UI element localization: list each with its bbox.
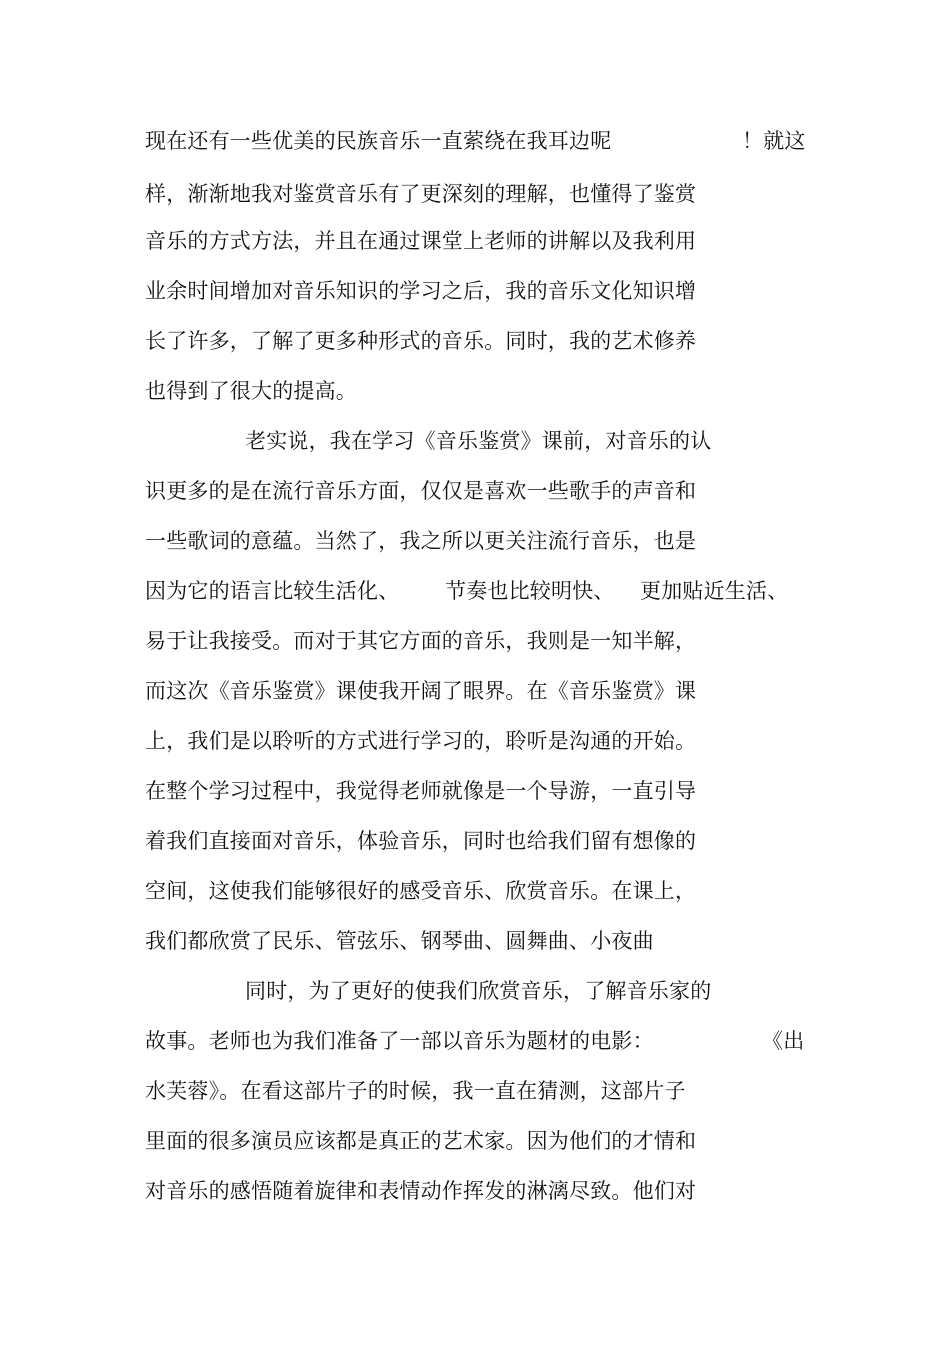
text-line: 一些歌词的意蕴。当然了，我之所以更关注流行音乐，也是 [145,529,697,553]
text-line: 易于让我接受。而对于其它方面的音乐，我则是一知半解， [145,629,697,653]
text-line: 业余时间增加对音乐知识的学习之后，我的音乐文化知识增 [145,279,697,303]
text-line: 音乐的方式方法，并且在通过课堂上老师的讲解以及我利用 [145,229,697,253]
text-segment: 节奏也比较明快、 [445,579,615,603]
text-segment: 现在还有一些优美的民族音乐一直萦绕在我耳边呢 [145,129,612,153]
text-line: 也得到了很大的提高。 [145,379,357,403]
text-line: 水芙蓉》。在看这部片子的时候，我一直在猜测，这部片子 [145,1079,686,1103]
paragraph-first-line: 同时，为了更好的使我们欣赏音乐，了解音乐家的 [245,979,712,1003]
paragraph-first-line: 老实说，我在学习《音乐鉴赏》课前，对音乐的认 [245,429,712,453]
text-segment: 因为它的语言比较生活化、 [145,579,400,603]
text-line: 里面的很多演员应该都是真正的艺术家。因为他们的才情和 [145,1129,697,1153]
text-line: 长了许多，了解了更多种形式的音乐。同时，我的艺术修养 [145,329,697,353]
text-segment: 更加贴近生活、 [640,579,789,603]
text-segment: 《出 [762,1029,805,1053]
text-line [145,576,789,606]
text-segment: ！就这 [742,129,806,153]
text-line: 样，渐渐地我对鉴赏音乐有了更深刻的理解，也懂得了鉴赏 [145,182,697,206]
text-line: 而这次《音乐鉴赏》课使我开阔了眼界。在《音乐鉴赏》课 [145,679,697,703]
text-line [145,1026,805,1056]
text-line: 在整个学习过程中，我觉得老师就像是一个导游，一直引导 [145,779,697,803]
text-line [145,126,806,156]
text-line: 对音乐的感悟随着旋律和表情动作挥发的淋漓尽致。他们对 [145,1179,697,1203]
text-line: 识更多的是在流行音乐方面，仅仅是喜欢一些歌手的声音和 [145,479,697,503]
text-line: 空间，这使我们能够很好的感受音乐、欣赏音乐。在课上， [145,879,697,903]
text-line: 上，我们是以聆听的方式进行学习的，聆听是沟通的开始。 [145,729,697,753]
text-line: 着我们直接面对音乐，体验音乐，同时也给我们留有想像的 [145,829,697,853]
text-segment: 故事。老师也为我们准备了一部以音乐为题材的电影： [145,1029,654,1053]
text-line: 我们都欣赏了民乐、管弦乐、钢琴曲、圆舞曲、小夜曲 [145,929,654,953]
